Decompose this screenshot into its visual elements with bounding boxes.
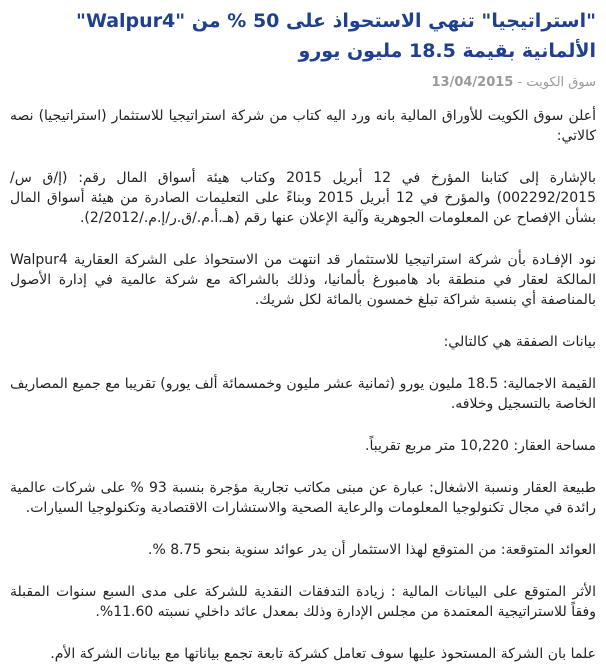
article-meta — [10, 74, 596, 92]
article-date: 13/04/2015 — [431, 75, 514, 90]
paragraph-intro: أعلن سوق الكويت للأوراق المالية بانه ورد اليه كتاب من شركة استراتيجيا للاستثمار (استراتيجيا) نصه كالاتي: — [10, 108, 596, 144]
paragraph-area: مساحة العقار: 10,220 متر مربع تقريباً. — [365, 438, 596, 454]
paragraph-financial-impact: الأثر المتوقع على البيانات المالية : زيادة التدفقات النقدية للشركة على مدى السبع سنوات المقبلة وفقاً للاستراتيجية المعتمدة من مجلس الإدارة وذلك بمعدل عائد داخلي نسبته 11.60%. — [10, 584, 596, 620]
paragraph-acquisition: نود الإفـادة بأن شركة استراتيجيا للاستثمار قد انتهت من الاستحواذ على الشركة العقارية Walpur4 المالكة لعقار في منطقة باد هامبورغ بألمانيا، وذلك بالشراكة مع شركة عالمية في إدارة الأصول بالمناصفة أي بنسبة شراكة تبلغ خمسون بالمائة لكل شريك. — [10, 252, 596, 308]
meta-separator: - — [513, 75, 527, 90]
paragraph-reference: بالإشارة إلى كتابنا المؤرخ في 12 أبريل 2015 وكتاب هيئة أسواق المال رقم: (إ/ق س/ 002292/2015) والمؤرخ في 12 أبريل 2015 وبناءً على التعليمات الصادرة من هيئة أسواق المال بشأن الإفصاح عن المعلومات الجوهرية وآلية الإعلان عنها رقم (هـ.أ.م./ق.ر/إ.م./2/2012). — [10, 170, 596, 226]
article-body — [10, 106, 596, 664]
paragraph-occupancy: طبيعة العقار ونسبة الاشغال: عبارة عن مبنى مكاتب تجارية مؤجرة بنسبة 93 % على شركات عالمية رائدة في مجال تكنولوجيا المعلومات والرعاية الصحية والاستشارات الاقتصادية وتكنولوجيا السيارات. — [10, 480, 596, 516]
article-source: سوق الكويت — [526, 75, 596, 90]
paragraph-deal-heading: بيانات الصفقة هي كالتالي: — [443, 334, 596, 350]
paragraph-returns: العوائد المتوقعة: من المتوقع لهذا الاستثمار أن يدر عوائد سنوية بنحو 8.75 %. — [148, 542, 596, 558]
paragraph-subsidiary: علما بان الشركة المستحوذ عليها سوف تعامل كشركة تابعة تجمع بياناتها مع بيانات الشركة الأم. — [50, 646, 596, 662]
paragraph-total-value: القيمة الاجمالية: 18.5 مليون يورو (ثمانية عشر مليون وخمسمائة ألف يورو) تقريبا مع جميع المصاريف الخاصة بالتسجيل وخلافه. — [10, 376, 596, 412]
article-title: "استراتيجيا" تنهي الاستحواذ على 50 % من "Walpur4" الألمانية بقيمة 18.5 مليون يورو — [76, 10, 596, 62]
